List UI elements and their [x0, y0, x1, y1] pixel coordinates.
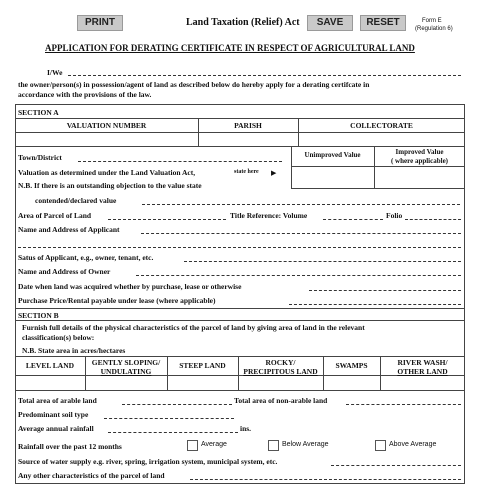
average-checkbox[interactable] [187, 440, 198, 451]
col-river-wash: RIVER WASH/ [397, 358, 448, 367]
col-undulating: UNDULATING [100, 367, 152, 376]
purchase-price-field[interactable] [289, 304, 461, 305]
pointer-arrow-icon: ▶ [271, 169, 277, 177]
iwe-label: I/We [47, 68, 63, 77]
applicant-label: Name and Address of Applicant [18, 225, 120, 234]
river-wash-input[interactable] [381, 376, 464, 389]
nonarable-field[interactable] [346, 404, 461, 405]
act-title: Land Taxation (Relief) Act [186, 17, 300, 28]
where-applicable-label: ( where applicable) [390, 157, 449, 165]
col-collectorate: COLLECTORATE [350, 121, 413, 130]
contended-value-label: contended/declared value [35, 196, 117, 205]
area-label: Area of Parcel of Land [18, 211, 92, 220]
collectorate-input[interactable] [299, 133, 464, 145]
regulation: (Regulation 6) [415, 26, 453, 32]
above-average-option-label: Above Average [389, 441, 437, 448]
below-average-option-label: Below Average [282, 441, 329, 448]
form-heading: APPLICATION FOR DERATING CERTIFICATE IN RESPECT OF AGRICULTURAL LAND [45, 43, 415, 53]
divider [15, 356, 465, 357]
unimproved-value-input[interactable] [292, 167, 373, 188]
arable-field[interactable] [122, 404, 232, 405]
town-district-label: Town/District [18, 153, 62, 162]
divider [15, 308, 465, 309]
water-supply-field[interactable] [331, 465, 461, 466]
area-field[interactable] [108, 219, 226, 220]
average-option-label: Average [201, 441, 227, 448]
col-precipitous-land: PRECIPITOUS LAND [243, 367, 318, 376]
divider [15, 320, 465, 321]
arable-label: Total area of arable land [18, 396, 97, 405]
owner-field[interactable] [136, 275, 461, 276]
avg-rainfall-field[interactable] [108, 432, 238, 433]
folio-label: Folio [386, 211, 403, 220]
avg-rainfall-label: Average annual rainfall [18, 424, 94, 433]
purchase-price-label: Purchase Price/Rental payable under lease (where applicable) [18, 296, 216, 305]
date-acquired-field[interactable] [309, 290, 461, 291]
col-rocky: ROCKY/ [265, 358, 296, 367]
section-b-title: SECTION B [18, 311, 59, 320]
above-average-checkbox[interactable] [375, 440, 386, 451]
town-district-field[interactable] [78, 161, 282, 162]
gently-sloping-input[interactable] [86, 376, 166, 389]
rainfall-12-months-label: Rainfall over the past 12 months [18, 442, 122, 451]
water-supply-label: Source of water supply e.g. river, spring, irrigation system, municipal system, etc. [18, 457, 278, 466]
date-acquired-label: Date when land was acquired whether by purchase, lease or otherwise [18, 282, 242, 291]
print-button[interactable]: PRINT [77, 15, 123, 31]
form-id: Form E [422, 18, 442, 24]
title-reference-label: Title Reference: Volume [230, 211, 308, 220]
col-gently-sloping: GENTLY SLOPING/ [91, 358, 161, 367]
status-label: Satus of Applicant, e.g., owner, tenant, etc. [18, 253, 154, 262]
col-steep-land: STEEP LAND [179, 361, 226, 370]
soil-type-field[interactable] [104, 418, 234, 419]
level-land-input[interactable] [16, 376, 84, 389]
rocky-input[interactable] [239, 376, 322, 389]
status-field[interactable] [184, 261, 461, 262]
divider [15, 390, 465, 391]
col-level-land: LEVEL LAND [25, 361, 75, 370]
col-parish: PARISH [234, 121, 262, 130]
col-other-land: OTHER LAND [397, 367, 448, 376]
col-swamps: SWAMPS [335, 361, 368, 370]
soil-type-label: Predominant soil type [18, 410, 89, 419]
below-average-checkbox[interactable] [268, 440, 279, 451]
nb-acres-label: N.B. State area in acres/hectares [22, 346, 126, 355]
ins-label: ins. [240, 424, 252, 433]
valuation-number-input[interactable] [16, 133, 197, 145]
section-a-title: SECTION A [18, 108, 59, 117]
swamps-input[interactable] [324, 376, 379, 389]
nonarable-label: Total area of non-arable land [234, 396, 328, 405]
other-characteristics-label: Any other characteristics of the parcel of land [18, 471, 165, 480]
save-button[interactable]: SAVE [307, 15, 353, 31]
applicant-field-2[interactable] [18, 247, 461, 248]
section-b-instruction-1: Furnish full details of the physical characteristics of the parcel of land by giving area of land in the relevant [22, 323, 365, 332]
owner-label: Name and Address of Owner [18, 267, 111, 276]
state-here-label: state here [234, 169, 259, 175]
iwe-field[interactable] [68, 75, 461, 76]
contended-value-field[interactable] [142, 204, 460, 205]
steep-land-input[interactable] [168, 376, 237, 389]
divider [15, 118, 465, 119]
valuation-act-label: Valuation as determined under the Land Valuation Act, [18, 168, 196, 177]
col-valuation-number: VALUATION NUMBER [66, 121, 147, 130]
improved-value-label: Improved Value [395, 148, 444, 156]
reset-button[interactable]: RESET [360, 15, 406, 31]
section-b-instruction-2: classification(s) below: [22, 333, 95, 342]
folio-field[interactable] [405, 219, 461, 220]
applicant-field[interactable] [141, 233, 461, 234]
intro-line2: accordance with the provisions of the law. [18, 90, 152, 99]
volume-field[interactable] [323, 219, 383, 220]
unimproved-value-label: Unimproved Value [304, 151, 361, 159]
parish-input[interactable] [199, 133, 297, 145]
improved-value-input[interactable] [375, 167, 464, 188]
intro-line1: the owner/person(s) in possession/agent of land as described below do hereby apply for a derating certifcate in [18, 80, 370, 89]
nb-objection-label: N.B. If there is an outstanding objection to the value state [18, 181, 202, 190]
